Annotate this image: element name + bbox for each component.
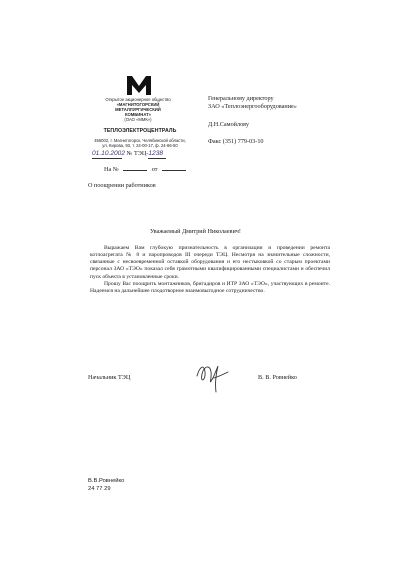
doc-number-label: № ТЭЦ- bbox=[126, 150, 149, 157]
signer-name: В. В. Ровнейко bbox=[258, 374, 297, 381]
org-header bbox=[82, 97, 194, 122]
org-line: МЕТАЛЛУРГИЧЕСКИЙ bbox=[115, 107, 161, 112]
recipient-line: ЗАО «Теплоэнергооборудование» bbox=[208, 103, 297, 110]
executor-name: В.В.Ровнейко bbox=[88, 478, 125, 484]
letter-body bbox=[90, 245, 330, 295]
doc-number: 1238 bbox=[148, 150, 166, 159]
recipient-line: Факс (351) 779-03-10 bbox=[208, 138, 264, 145]
recipient-block bbox=[208, 95, 368, 146]
doc-date-number-line bbox=[92, 150, 166, 159]
body-paragraph: Прошу Вас поощрить монтажников, бригадиров и ИТР ЗАО «ТЭО», участвующих в ремонте. Надеемся на дальнейшее плодотворное взаимовыгодное сотрудничество. bbox=[90, 280, 330, 294]
org-line: «МАГНИТОГОРСКИЙ bbox=[116, 102, 160, 107]
doc-subject: О поощрении работников bbox=[88, 182, 156, 189]
station-name: ТЕПЛОЭЛЕКТРОЦЕНТРАЛЬ bbox=[103, 128, 177, 134]
address-line: 455002, г. Магнитогорск, Челябинской области, bbox=[94, 138, 186, 143]
from-label: от bbox=[151, 166, 158, 173]
org-line: Открытое акционерное общество bbox=[105, 97, 171, 102]
company-logo bbox=[126, 74, 152, 96]
ref-number-blank bbox=[123, 170, 147, 171]
ref-label: На № bbox=[104, 166, 119, 173]
address-line: ул. Кирова, 93, т. 24-00-17, ф. 24-66-50 bbox=[102, 143, 178, 148]
org-line: КОМБИНАТ» bbox=[124, 112, 152, 117]
salutation: Уважаемый Дмитрий Николаевич! bbox=[150, 228, 241, 235]
signer-title: Начальник ТЭЦ bbox=[88, 374, 131, 381]
org-address bbox=[84, 138, 196, 148]
doc-reference-line bbox=[104, 166, 186, 174]
executor-phone: 24 77 29 bbox=[88, 485, 111, 492]
ref-date-blank bbox=[162, 170, 186, 171]
executor-block bbox=[88, 478, 124, 493]
org-line: (ОАО «ММК») bbox=[124, 117, 152, 122]
body-paragraph: Выражаем Вам глубокую признательность в организации и проведении ремонта котлоагрегата № 8 и паропроводов III очереди ТЭЦ. Несмотря на значительные сложности, связанные с несвоевременной оставкой оборудования и его нестыковкой со старым проектами персонал ЗАО «ТЭО» показал себя грамотными квалифицированными специалистами и обеспечил пуск объекта в установленные сроки. bbox=[90, 245, 330, 280]
recipient-line: Генеральному директору bbox=[208, 95, 274, 102]
recipient-line: Д.Н.Самойлову bbox=[208, 121, 249, 128]
handwritten-signature bbox=[194, 360, 234, 394]
doc-date: 01.10.2002 bbox=[92, 150, 126, 157]
